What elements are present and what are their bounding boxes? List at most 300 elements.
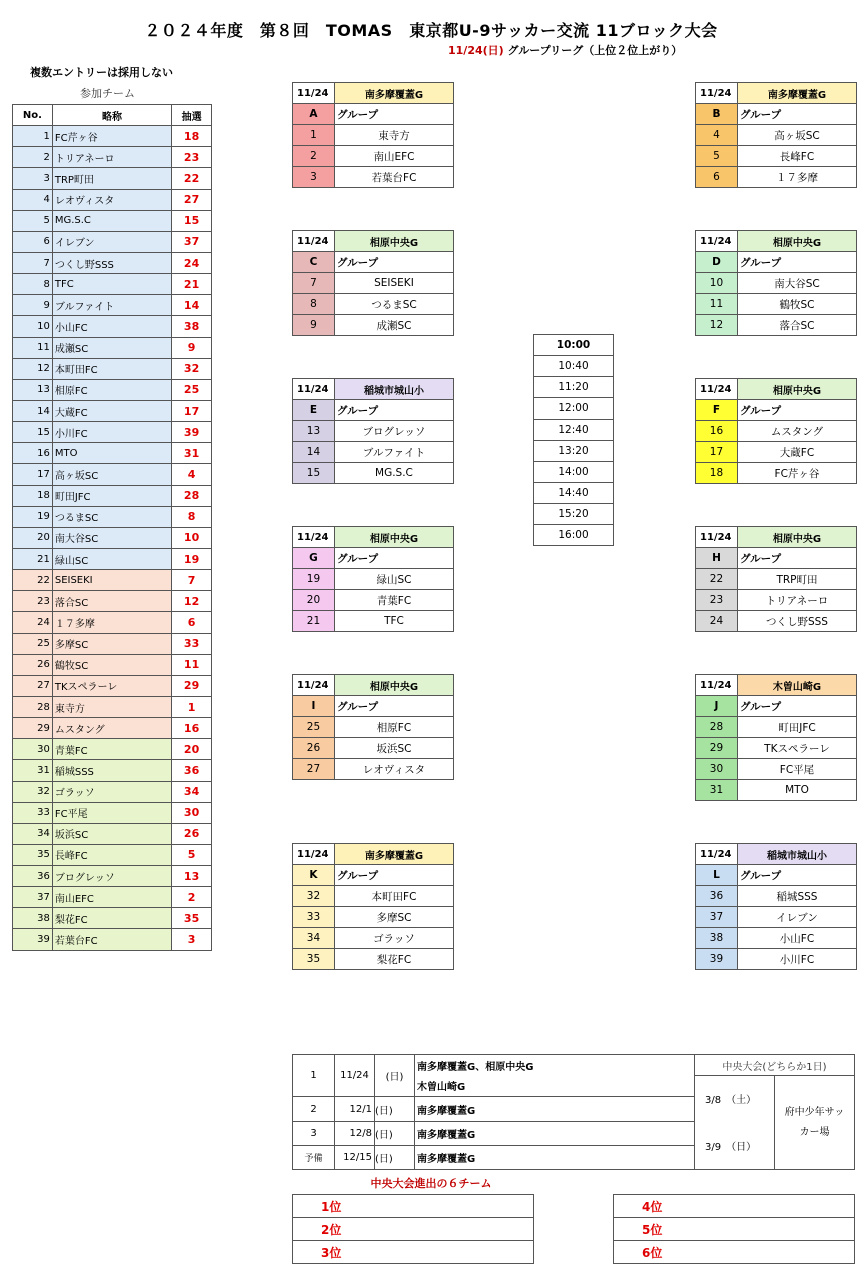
group-date: 11/24	[293, 675, 335, 696]
team-no: 10	[13, 316, 53, 337]
header-no: No.	[13, 105, 53, 126]
team-draw: 3	[172, 929, 212, 950]
group-venue: 稲城市城山小	[737, 844, 856, 865]
group-label: グループ	[334, 865, 453, 886]
team-name: SEISEKI	[52, 570, 171, 591]
group-venue: 相原中央G	[334, 231, 453, 252]
group-team-name: MTO	[737, 780, 856, 801]
group-row	[696, 463, 857, 484]
group-row	[293, 294, 454, 315]
central-day: （土）	[731, 1095, 757, 1107]
group-team-no: 20	[293, 590, 335, 611]
group-team-name: 鶴牧SC	[737, 294, 856, 315]
schedule-day: (日)	[375, 1146, 415, 1170]
team-draw: 23	[172, 147, 212, 168]
group-team-name: トリアネーロ	[737, 590, 856, 611]
time-slot: 10:40	[534, 356, 614, 377]
group-team-no: 9	[293, 315, 335, 336]
time-slot: 12:40	[534, 419, 614, 440]
team-name: ブログレッソ	[52, 866, 171, 887]
team-row	[13, 633, 212, 654]
team-draw: 12	[172, 591, 212, 612]
team-draw: 2	[172, 887, 212, 908]
group-team-name: 南大谷SC	[737, 273, 856, 294]
team-draw: 27	[172, 189, 212, 210]
group-venue: 相原中央G	[334, 527, 453, 548]
team-draw: 26	[172, 823, 212, 844]
group-row	[696, 167, 857, 188]
group-team-no: 2	[293, 146, 335, 167]
team-row	[13, 400, 212, 421]
schedule-day: (日)	[375, 1055, 415, 1097]
group-row	[696, 590, 857, 611]
group-team-no: 5	[696, 146, 738, 167]
ranks-left	[292, 1194, 534, 1264]
team-row	[13, 295, 212, 316]
group-team-no: 36	[696, 886, 738, 907]
team-no: 34	[13, 823, 53, 844]
team-row	[13, 675, 212, 696]
rank-cell: 6位	[614, 1241, 855, 1264]
group-team-name: TRP町田	[737, 569, 856, 590]
team-row	[13, 823, 212, 844]
group-label: グループ	[737, 104, 856, 125]
header-name: 略称	[52, 105, 171, 126]
group-e-box	[292, 378, 454, 484]
group-team-name: 南山EFC	[334, 146, 453, 167]
group-row	[696, 717, 857, 738]
group-date: 11/24	[293, 844, 335, 865]
rank-cell: 4位	[614, 1195, 855, 1218]
group-team-no: 21	[293, 611, 335, 632]
team-row	[13, 760, 212, 781]
team-name: つるまSC	[52, 506, 171, 527]
team-no: 12	[13, 358, 53, 379]
group-row	[293, 125, 454, 146]
team-row	[13, 231, 212, 252]
team-name: 成瀬SC	[52, 337, 171, 358]
group-k-box	[292, 843, 454, 970]
team-no: 29	[13, 718, 53, 739]
schedule-table	[292, 1054, 855, 1170]
group-team-name: ムスタング	[737, 421, 856, 442]
team-no: 11	[13, 337, 53, 358]
central-date-1	[695, 1076, 775, 1122]
team-row	[13, 443, 212, 464]
central-date: 3/8	[705, 1095, 722, 1107]
group-team-name: レオヴィスタ	[334, 759, 453, 780]
group-row	[696, 759, 857, 780]
team-name: MTO	[52, 443, 171, 464]
group-venue: 相原中央G	[334, 675, 453, 696]
group-team-no: 28	[696, 717, 738, 738]
qualifiers-title: 中央大会進出の６チーム	[370, 1177, 492, 1190]
group-team-name: 若葉台FC	[334, 167, 453, 188]
team-no: 2	[13, 147, 53, 168]
group-team-name: 相原FC	[334, 717, 453, 738]
team-row	[13, 548, 212, 569]
time-slot: 13:20	[534, 440, 614, 461]
group-team-name: 高ヶ坂SC	[737, 125, 856, 146]
group-date: 11/24	[696, 844, 738, 865]
team-name: １７多摩	[52, 612, 171, 633]
group-team-name: 長峰FC	[737, 146, 856, 167]
team-row	[13, 210, 212, 231]
team-draw: 39	[172, 422, 212, 443]
group-team-no: 7	[293, 273, 335, 294]
team-no: 14	[13, 400, 53, 421]
team-draw: 22	[172, 168, 212, 189]
team-row	[13, 718, 212, 739]
team-draw: 7	[172, 570, 212, 591]
group-row	[293, 949, 454, 970]
team-row	[13, 422, 212, 443]
group-team-name: 梨花FC	[334, 949, 453, 970]
group-venue: 南多摩覆蓋G	[737, 83, 856, 104]
team-draw: 17	[172, 400, 212, 421]
group-team-no: 38	[696, 928, 738, 949]
schedule-day: (日)	[375, 1097, 415, 1122]
team-no: 8	[13, 274, 53, 295]
team-name: 小川FC	[52, 422, 171, 443]
group-team-name: MG.S.C	[334, 463, 453, 484]
time-slot: 15:20	[534, 504, 614, 525]
team-row	[13, 168, 212, 189]
group-team-no: 6	[696, 167, 738, 188]
team-row	[13, 506, 212, 527]
schedule-date: 12/1	[335, 1097, 375, 1122]
group-team-name: 町田JFC	[737, 717, 856, 738]
team-name: 南山EFC	[52, 887, 171, 908]
group-team-no: 30	[696, 759, 738, 780]
group-id: F	[696, 400, 738, 421]
team-row	[13, 274, 212, 295]
team-no: 31	[13, 760, 53, 781]
group-team-no: 12	[696, 315, 738, 336]
group-team-no: 11	[696, 294, 738, 315]
team-no: 39	[13, 929, 53, 950]
schedule-venue: 南多摩覆蓋G	[415, 1097, 695, 1122]
team-row	[13, 189, 212, 210]
group-row	[293, 886, 454, 907]
team-row	[13, 781, 212, 802]
group-date: 11/24	[293, 231, 335, 252]
team-no: 38	[13, 908, 53, 929]
team-name: TRP町田	[52, 168, 171, 189]
group-team-name: 小山FC	[737, 928, 856, 949]
group-team-no: 26	[293, 738, 335, 759]
team-draw: 24	[172, 252, 212, 273]
team-name: つくし野SSS	[52, 252, 171, 273]
group-id: E	[293, 400, 335, 421]
group-h-box	[695, 526, 857, 632]
group-row	[696, 928, 857, 949]
group-team-no: 31	[696, 780, 738, 801]
group-team-no: 14	[293, 442, 335, 463]
team-name: TKスペラーレ	[52, 675, 171, 696]
team-draw: 1	[172, 696, 212, 717]
team-no: 26	[13, 654, 53, 675]
team-name: 大蔵FC	[52, 400, 171, 421]
team-no: 4	[13, 189, 53, 210]
group-team-no: 16	[696, 421, 738, 442]
group-row	[293, 759, 454, 780]
group-date: 11/24	[696, 231, 738, 252]
central-venue: 府中少年サッカー場	[775, 1076, 855, 1170]
group-row	[293, 146, 454, 167]
group-team-name: 東寺方	[334, 125, 453, 146]
group-team-no: 32	[293, 886, 335, 907]
team-draw: 10	[172, 527, 212, 548]
group-date: 11/24	[293, 527, 335, 548]
group-team-no: 37	[696, 907, 738, 928]
group-label: グループ	[334, 104, 453, 125]
team-name: 東寺方	[52, 696, 171, 717]
team-name: 鶴牧SC	[52, 654, 171, 675]
group-row	[696, 146, 857, 167]
group-label: グループ	[334, 696, 453, 717]
group-date: 11/24	[293, 379, 335, 400]
team-row	[13, 464, 212, 485]
central-day: （日）	[731, 1141, 757, 1153]
group-team-name: 小川FC	[737, 949, 856, 970]
team-row	[13, 147, 212, 168]
team-draw: 18	[172, 126, 212, 147]
group-team-no: 39	[696, 949, 738, 970]
group-row	[293, 611, 454, 632]
team-row	[13, 929, 212, 950]
team-draw: 21	[172, 274, 212, 295]
team-name: イレブン	[52, 231, 171, 252]
team-no: 37	[13, 887, 53, 908]
group-row	[293, 738, 454, 759]
group-row	[696, 780, 857, 801]
team-draw: 4	[172, 464, 212, 485]
team-no: 5	[13, 210, 53, 231]
group-label: グループ	[737, 696, 856, 717]
group-team-name: TFC	[334, 611, 453, 632]
group-id: I	[293, 696, 335, 717]
group-a-box	[292, 82, 454, 188]
group-label: グループ	[334, 252, 453, 273]
group-date: 11/24	[293, 83, 335, 104]
team-name: 多摩SC	[52, 633, 171, 654]
group-date: 11/24	[696, 379, 738, 400]
team-draw: 28	[172, 485, 212, 506]
group-venue: 南多摩覆蓋G	[334, 844, 453, 865]
group-id: K	[293, 865, 335, 886]
group-id: B	[696, 104, 738, 125]
group-f-box	[695, 378, 857, 484]
team-name: レオヴィスタ	[52, 189, 171, 210]
team-no: 23	[13, 591, 53, 612]
team-no: 35	[13, 844, 53, 865]
group-team-name: 緑山SC	[334, 569, 453, 590]
schedule-day: (日)	[375, 1122, 415, 1146]
group-row	[696, 273, 857, 294]
group-row	[293, 717, 454, 738]
team-list-header	[13, 105, 212, 126]
team-name: 若葉台FC	[52, 929, 171, 950]
group-team-no: 17	[696, 442, 738, 463]
group-team-name: つくし野SSS	[737, 611, 856, 632]
subtitle	[448, 42, 682, 58]
group-date: 11/24	[696, 675, 738, 696]
team-no: 25	[13, 633, 53, 654]
group-row	[696, 294, 857, 315]
team-name: 梨花FC	[52, 908, 171, 929]
rank-cell: 5位	[614, 1218, 855, 1241]
group-team-name: 多摩SC	[334, 907, 453, 928]
team-draw: 11	[172, 654, 212, 675]
group-id: J	[696, 696, 738, 717]
group-id: H	[696, 548, 738, 569]
group-row	[696, 315, 857, 336]
group-row	[293, 421, 454, 442]
schedule-no: 予備	[293, 1146, 335, 1170]
team-draw: 33	[172, 633, 212, 654]
team-row	[13, 379, 212, 400]
team-row	[13, 612, 212, 633]
rank-cell: 1位	[293, 1195, 534, 1218]
team-draw: 36	[172, 760, 212, 781]
group-team-name: ブログレッソ	[334, 421, 453, 442]
team-name: FC平尾	[52, 802, 171, 823]
group-id: C	[293, 252, 335, 273]
team-name: 本町田FC	[52, 358, 171, 379]
group-b-box	[695, 82, 857, 188]
team-no: 28	[13, 696, 53, 717]
schedule-venue-2: 木曽山崎G	[415, 1076, 695, 1097]
group-team-name: 稲城SSS	[737, 886, 856, 907]
schedule-date: 12/8	[335, 1122, 375, 1146]
group-team-name: ブルファイト	[334, 442, 453, 463]
group-d-box	[695, 230, 857, 336]
group-team-name: TKスペラーレ	[737, 738, 856, 759]
group-row	[696, 125, 857, 146]
group-venue: 木曽山崎G	[737, 675, 856, 696]
group-team-name: 落合SC	[737, 315, 856, 336]
team-no: 30	[13, 739, 53, 760]
team-row	[13, 358, 212, 379]
team-no: 7	[13, 252, 53, 273]
group-label: グループ	[334, 548, 453, 569]
team-row	[13, 739, 212, 760]
group-row	[293, 442, 454, 463]
team-row	[13, 696, 212, 717]
team-row	[13, 887, 212, 908]
group-team-name: 本町田FC	[334, 886, 453, 907]
team-draw: 32	[172, 358, 212, 379]
group-row	[293, 167, 454, 188]
time-slot: 14:40	[534, 482, 614, 503]
entry-note: 複数エントリーは採用しない	[30, 66, 173, 79]
schedule-no: 3	[293, 1122, 335, 1146]
team-row	[13, 252, 212, 273]
group-id: G	[293, 548, 335, 569]
group-team-name: 成瀬SC	[334, 315, 453, 336]
team-name: 長峰FC	[52, 844, 171, 865]
group-label: グループ	[737, 252, 856, 273]
group-team-no: 25	[293, 717, 335, 738]
team-draw: 31	[172, 443, 212, 464]
team-row	[13, 802, 212, 823]
group-team-no: 24	[696, 611, 738, 632]
team-list-table	[12, 104, 212, 951]
team-draw: 13	[172, 866, 212, 887]
team-no: 15	[13, 422, 53, 443]
group-team-no: 3	[293, 167, 335, 188]
team-row	[13, 527, 212, 548]
group-team-no: 13	[293, 421, 335, 442]
group-row	[293, 273, 454, 294]
team-no: 3	[13, 168, 53, 189]
team-draw: 15	[172, 210, 212, 231]
team-draw: 19	[172, 548, 212, 569]
team-no: 13	[13, 379, 53, 400]
schedule-no: 2	[293, 1097, 335, 1122]
team-draw: 34	[172, 781, 212, 802]
group-row	[293, 463, 454, 484]
schedule-date: 12/15	[335, 1146, 375, 1170]
team-no: 22	[13, 570, 53, 591]
team-no: 36	[13, 866, 53, 887]
team-no: 32	[13, 781, 53, 802]
group-team-no: 1	[293, 125, 335, 146]
schedule-venue: 南多摩覆蓋G	[415, 1146, 695, 1170]
team-no: 19	[13, 506, 53, 527]
team-draw: 6	[172, 612, 212, 633]
schedule-venue: 南多摩覆蓋G、相原中央G	[415, 1055, 695, 1076]
group-id: A	[293, 104, 335, 125]
group-row	[293, 907, 454, 928]
group-team-name: イレブン	[737, 907, 856, 928]
group-team-name: 青葉FC	[334, 590, 453, 611]
team-row	[13, 866, 212, 887]
page-title: ２０２４年度 第８回 TOMAS 東京都U-9サッカー交流 11ブロック大会	[144, 21, 718, 40]
team-name: 青葉FC	[52, 739, 171, 760]
time-slot: 16:00	[534, 525, 614, 546]
team-no: 6	[13, 231, 53, 252]
subtitle-text: グループリーグ（上位２位上がり）	[507, 44, 683, 57]
group-g-box	[292, 526, 454, 632]
group-label: グループ	[737, 400, 856, 421]
group-venue: 稲城市城山小	[334, 379, 453, 400]
team-no: 1	[13, 126, 53, 147]
group-j-box	[695, 674, 857, 801]
team-draw: 29	[172, 675, 212, 696]
team-name: 稲城SSS	[52, 760, 171, 781]
team-row	[13, 844, 212, 865]
group-team-no: 22	[696, 569, 738, 590]
team-name: FC芹ヶ谷	[52, 126, 171, 147]
team-draw: 35	[172, 908, 212, 929]
group-row	[696, 886, 857, 907]
team-draw: 25	[172, 379, 212, 400]
time-slot: 12:00	[534, 398, 614, 419]
team-draw: 38	[172, 316, 212, 337]
schedule-date: 11/24	[335, 1055, 375, 1097]
group-team-no: 10	[696, 273, 738, 294]
group-team-no: 15	[293, 463, 335, 484]
team-name: トリアネーロ	[52, 147, 171, 168]
team-name: 南大谷SC	[52, 527, 171, 548]
time-slot: 10:00	[534, 335, 614, 356]
group-row	[696, 611, 857, 632]
group-team-name: つるまSC	[334, 294, 453, 315]
group-i-box	[292, 674, 454, 780]
group-row	[696, 907, 857, 928]
